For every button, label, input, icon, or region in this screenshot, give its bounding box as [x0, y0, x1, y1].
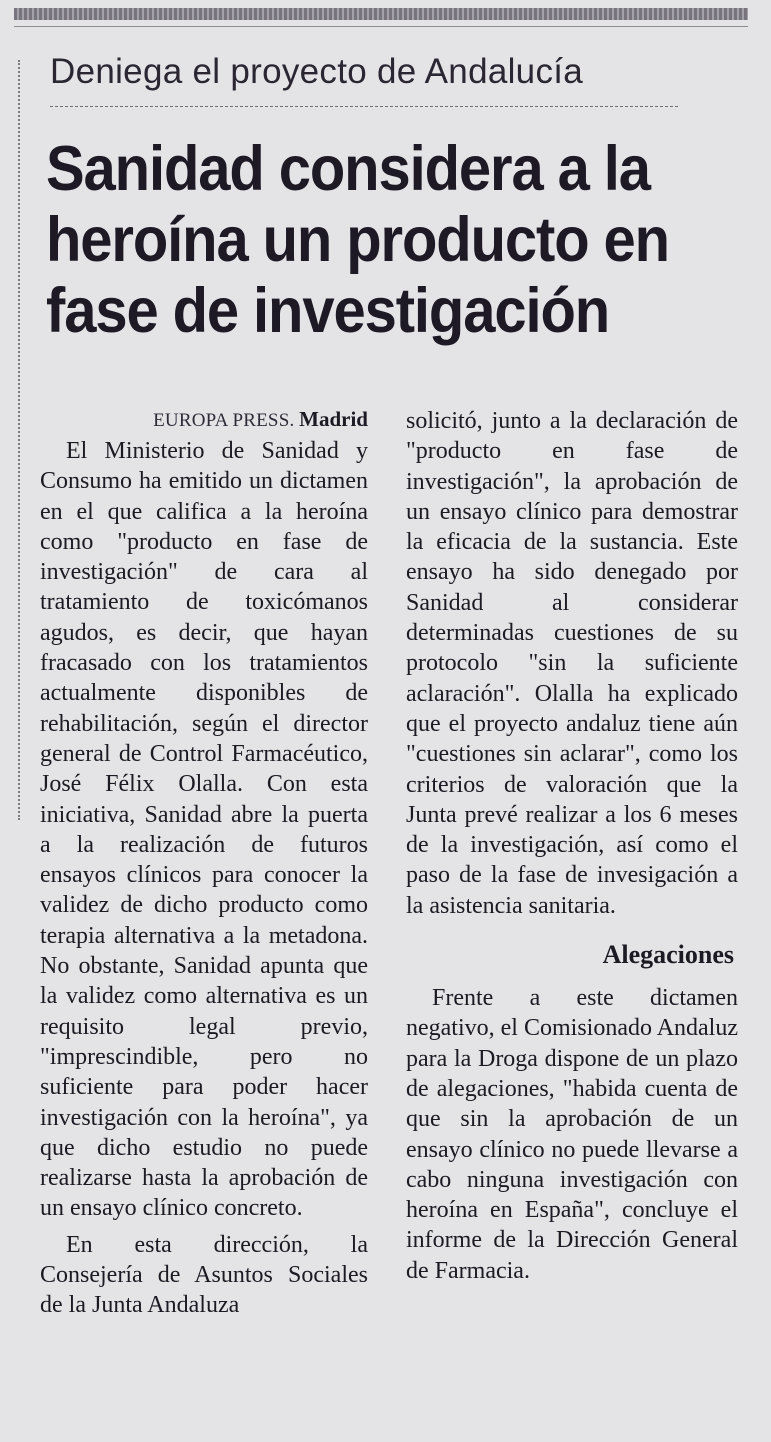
top-border-rule [14, 8, 748, 20]
article-column-right [406, 406, 738, 1286]
kicker-divider [50, 106, 678, 107]
headline [46, 134, 690, 347]
headline-line: fase de investigación [46, 276, 610, 346]
section-subhead: Alegaciones [602, 940, 734, 970]
body-paragraph: El Ministerio de Sanidad y Consumo ha emitido un dictamen en el que califica a la heroína como "producto en fase de investigación" de cara al tratamiento de toxicómanos agudos, es decir, que hayan fracasado con los tratamientos actualmente disponibles de rehabilitación, según el director general de Control Farmacéutico, José Félix Olalla. Con esta iniciativa, Sanidad abre la puerta a la realización de futuros ensayos clínicos para conocer la validez de dicho producto como terapia alternativa a la metadona. No obstante, Sanidad apunta que la validez como alternativa es un requisito legal previo, "imprescindible, pero no suficiente para poder hacer investigación con la heroína", ya que dicho estudio no puede realizarse hasta la aprobación de un ensayo clínico concreto. [40, 438, 368, 1222]
article-column-left [40, 406, 368, 1321]
byline-agency: EUROPA PRESS. [153, 410, 295, 431]
headline-line: Sanidad considera a la [46, 134, 650, 204]
body-paragraph-continued: solicitó, junto a la declaración de "producto en fase de investigación", la aprobación de un ensayo clínico para demostrar la eficacia de la sustancia. Este ensayo ha sido denegado por Sanidad al considerar determinadas cuestiones de su protocolo "sin la suficiente aclaración". Olalla ha explicado que el proyecto andaluz tiene aún "cuestiones sin aclarar", como los criterios de valoración que la Junta prevé realizar a los 6 meses de la investigación, así como el paso de la fase de invesigación a la asistencia sanitaria. [406, 408, 738, 919]
body-paragraph: Frente a este dictamen negativo, el Comisionado Andaluz para la Droga dispone de un plazo de alegaciones, "habida cuenta de que sin la aprobación de un ensayo clínico no puede llevarse a cabo ninguna investigación con heroína en España", concluye el informe de la Dirección General de Farmacia. [406, 985, 738, 1284]
top-thin-rule [14, 26, 748, 27]
byline [40, 406, 368, 434]
left-margin-rule [18, 60, 20, 820]
byline-city: Madrid [299, 407, 368, 431]
headline-line: heroína un producto en [46, 205, 669, 275]
kicker: Deniega el proyecto de Andalucía [50, 52, 584, 91]
body-paragraph: En esta dirección, la Consejería de Asuntos Sociales de la Junta Andaluza [40, 1231, 368, 1319]
